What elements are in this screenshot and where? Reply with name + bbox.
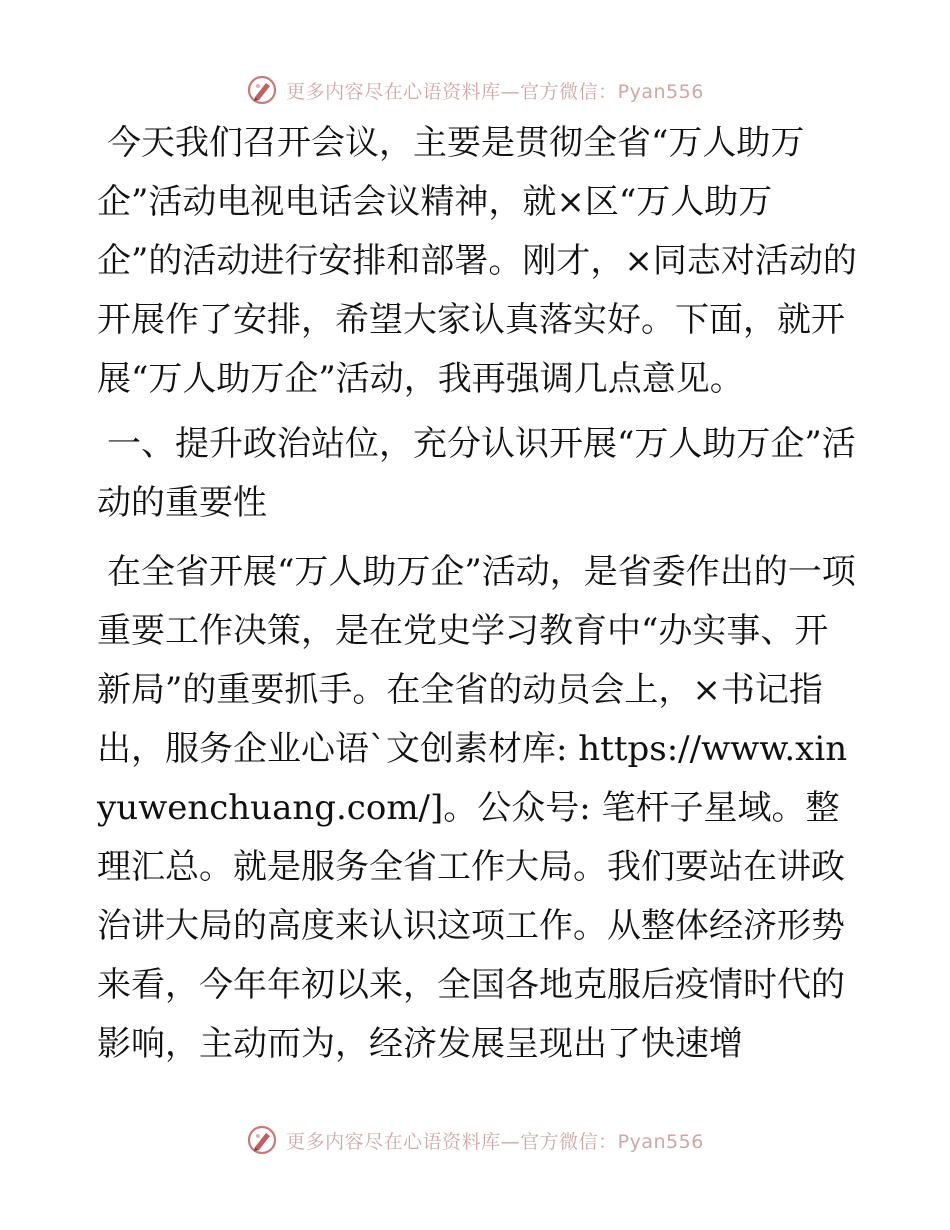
watermark-text: 更多内容尽在心语资料库—官方微信：Pyan556 [286, 1130, 704, 1153]
footer-watermark [0, 1120, 950, 1160]
section-heading: 一、提升政治站位，充分认识开展“万人助万企”活动的重要性 [97, 424, 856, 523]
document-body [97, 114, 857, 1074]
header-watermark [0, 70, 950, 110]
watermark-text: 更多内容尽在心语资料库—官方微信：Pyan556 [286, 80, 704, 103]
pen-logo-icon [246, 1124, 278, 1156]
intro-paragraph: 今天我们召开会议，主要是贯彻全省“万人助万企”活动电视电话会议精神，就×区“万人助万企”的活动进行安排和部署。刚才，×同志对活动的开展作了安排，希望大家认真落实好。下面，就开展“万人助万企”活动，我再强调几点意见。 [97, 123, 857, 399]
body-paragraph: 在全省开展“万人助万企”活动，是省委作出的一项重要工作决策，是在党史学习教育中“办实事、开新局”的重要抓手。在全省的动员会上，×书记指出，服务企业心语`文创素材库: https://www.xinyuwenchuang.com/]。公众号: 笔杆子星域。整理汇总。就是服务全省工作大局。我们要站在讲政治讲大局的高度来认识这项工作。从整体经济形势来看，今年年初以来，全国各地克服后疫情时代的影响，主动而为，经济发展呈现出了快速增 [97, 552, 856, 1064]
pen-logo-icon [246, 74, 278, 106]
